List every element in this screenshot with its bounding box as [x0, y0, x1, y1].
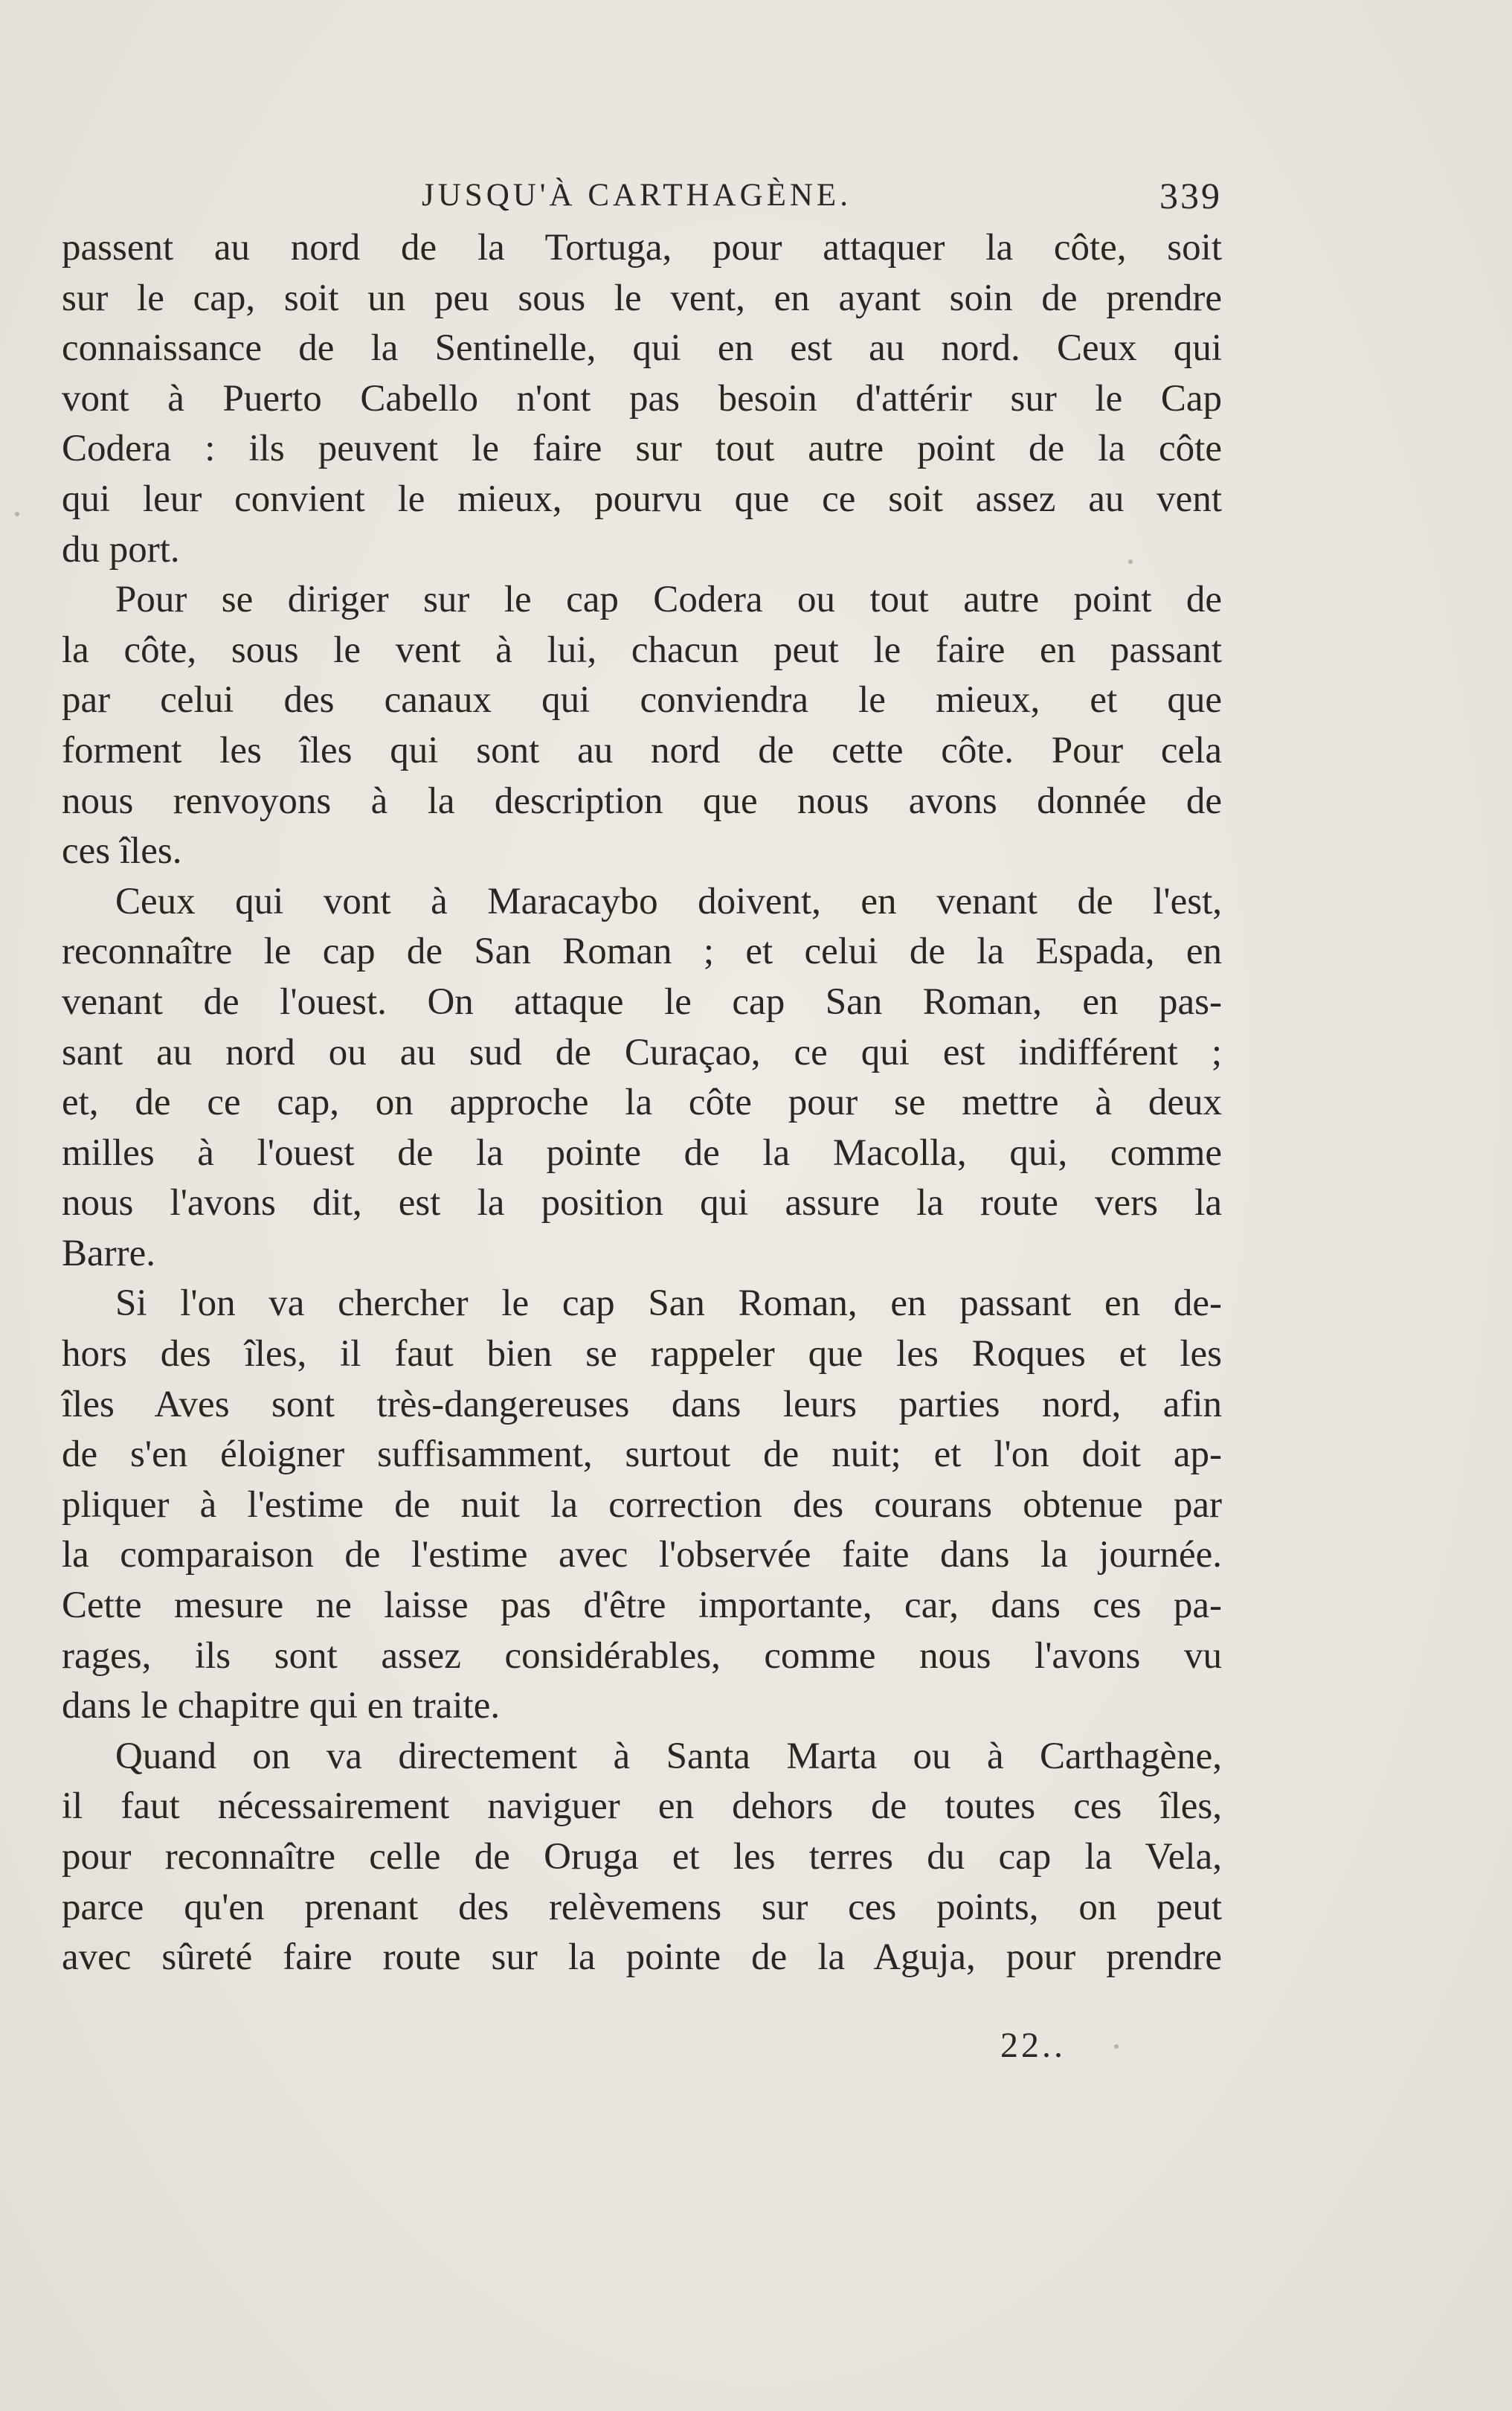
text-line: Si l'on va chercher le cap San Roman, en passant en de- — [115, 1282, 1222, 1325]
text-line: nous l'avons dit, est la position qui assure la route vers la — [62, 1182, 1222, 1224]
running-title: JUSQU'À CARTHAGÈNE. — [422, 178, 852, 213]
text-line: venant de l'ouest. On attaque le cap San Roman, en pas- — [62, 980, 1222, 1023]
paper-speck — [15, 512, 19, 516]
text-line: il faut nécessairement naviguer en dehors de toutes ces îles, — [62, 1785, 1222, 1828]
text-line: du port. — [62, 528, 180, 571]
text-line: forment les îles qui sont au nord de cette côte. Pour cela — [62, 729, 1222, 771]
paper-speck — [1114, 2044, 1119, 2049]
text-line: la comparaison de l'estime avec l'observée faite dans la journée. — [62, 1534, 1222, 1576]
text-line: et, de ce cap, on approche la côte pour se mettre à deux — [62, 1082, 1222, 1124]
text-body — [62, 223, 1222, 1983]
paper-speck — [1128, 559, 1133, 564]
text-line: pliquer à l'estime de nuit la correction des courans obtenue par — [62, 1483, 1222, 1526]
text-line: sant au nord ou au sud de Curaçao, ce qui est indifférent ; — [62, 1031, 1222, 1073]
text-line: sur le cap, soit un peu sous le vent, en ayant soin de prendre — [62, 277, 1222, 319]
page-number: 339 — [1159, 175, 1222, 216]
text-line: pour reconnaître celle de Oruga et les terres du cap la Vela, — [62, 1836, 1222, 1878]
text-line: par celui des canaux qui conviendra le mieux, et que — [62, 679, 1222, 722]
paragraph-4 — [62, 1279, 1222, 1731]
text-line: dans le chapitre qui en traite. — [62, 1685, 501, 1727]
text-line: îles Aves sont très-dangereuses dans leurs parties nord, afin — [62, 1383, 1222, 1425]
text-line: Quand on va directement à Santa Marta ou à Carthagène, — [115, 1735, 1222, 1777]
text-line: reconnaître le cap de San Roman ; et celui de la Espada, en — [62, 931, 1222, 973]
text-line: la côte, sous le vent à lui, chacun peut le faire en passant — [62, 629, 1222, 671]
text-line: Codera : ils peuvent le faire sur tout autre point de la côte — [62, 428, 1222, 470]
signature-mark: 22.. — [1000, 2026, 1066, 2065]
paragraph-2 — [62, 575, 1222, 877]
text-line: milles à l'ouest de la pointe de la Macolla, qui, comme — [62, 1131, 1222, 1174]
text-line: de s'en éloigner suffisamment, surtout de nuit; et l'on doit ap- — [62, 1434, 1222, 1476]
text-line: Barre. — [62, 1232, 156, 1274]
paragraph-1 — [62, 223, 1222, 575]
paragraph-3 — [62, 877, 1222, 1280]
text-line: connaissance de la Sentinelle, qui en est au nord. Ceux qui — [62, 327, 1222, 370]
text-line: Ceux qui vont à Maracaybo doivent, en venant de l'est, — [115, 880, 1222, 922]
text-line: rages, ils sont assez considérables, comme nous l'avons vu — [62, 1634, 1222, 1677]
text-line: ces îles. — [62, 830, 182, 873]
text-line: passent au nord de la Tortuga, pour attaquer la côte, soit — [62, 227, 1222, 269]
text-line: Cette mesure ne laisse pas d'être importante, car, dans ces pa- — [62, 1585, 1222, 1627]
text-line: parce qu'en prenant des relèvemens sur ces points, on peut — [62, 1886, 1222, 1928]
running-head — [62, 170, 1222, 222]
text-line: avec sûreté faire route sur la pointe de la Aguja, pour prendre — [62, 1936, 1222, 1979]
text-line: hors des îles, il faut bien se rappeler que les Roques et les — [62, 1333, 1222, 1375]
text-line: nous renvoyons à la description que nous avons donnée de — [62, 780, 1222, 822]
paragraph-5 — [62, 1732, 1222, 1983]
text-line: Pour se diriger sur le cap Codera ou tout autre point de — [115, 579, 1222, 621]
text-line: qui leur convient le mieux, pourvu que ce soit assez au vent — [62, 478, 1222, 520]
text-line: vont à Puerto Cabello n'ont pas besoin d'attérir sur le Cap — [62, 377, 1222, 420]
